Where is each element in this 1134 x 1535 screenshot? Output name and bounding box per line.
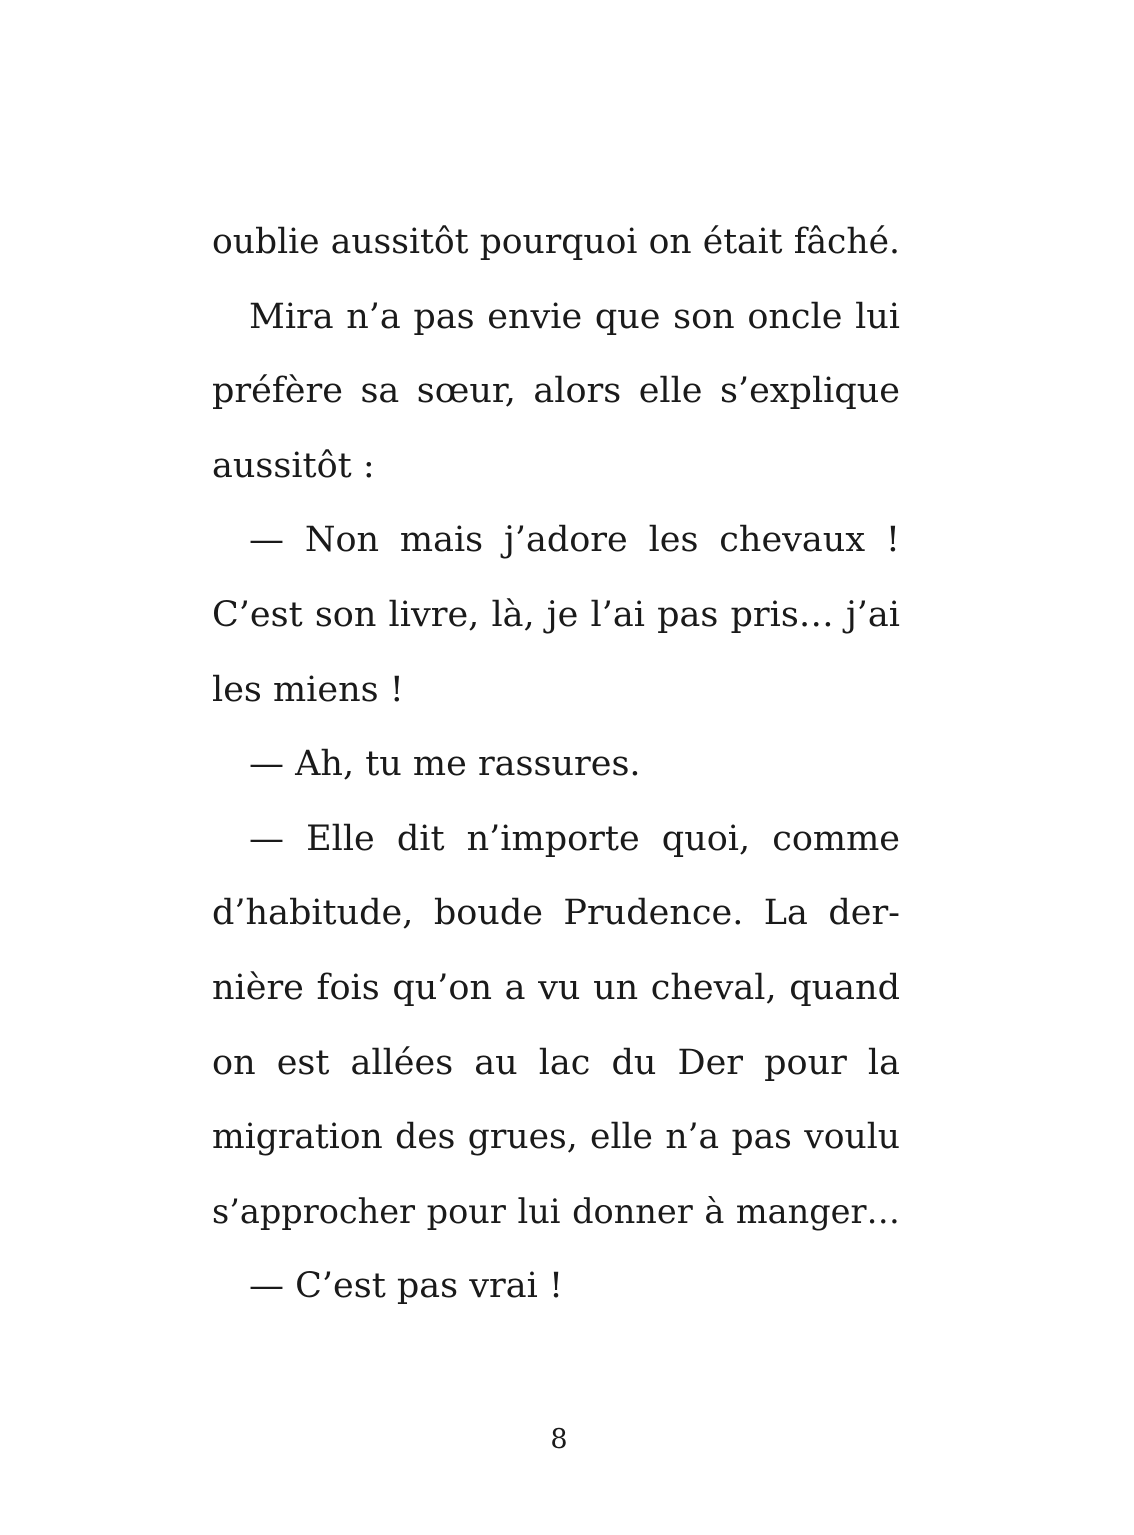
text-line: les miens ! <box>212 669 404 710</box>
text-line: — Elle dit n’importe quoi, comme <box>249 818 900 859</box>
text-line: — Non mais j’adore les chevaux ! <box>249 520 900 561</box>
text-line: nière fois qu’on a vu un cheval, quand <box>212 967 900 1008</box>
text-line: C’est son livre, là, je l’ai pas pris… j’ai <box>212 594 900 635</box>
text-line: — Ah, tu me rassures. <box>249 744 641 785</box>
page-number: 8 <box>550 1424 568 1455</box>
text-line: s’approcher pour lui donner à manger… <box>212 1191 900 1231</box>
text-line: d’habitude, boude Prudence. La der- <box>212 893 900 934</box>
text-line: préfère sa sœur, alors elle s’explique <box>212 371 900 412</box>
text-line: — C’est pas vrai ! <box>249 1266 564 1307</box>
text-line: migration des grues, elle n’a pas voulu <box>212 1117 900 1158</box>
text-line: Mira n’a pas envie que son oncle lui <box>249 296 900 337</box>
body-text <box>212 205 900 1324</box>
text-line: aussitôt : <box>212 445 375 486</box>
text-line: oublie aussitôt pourquoi on était fâché. <box>212 222 900 262</box>
text-line: on est allées au lac du Der pour la <box>212 1042 900 1083</box>
